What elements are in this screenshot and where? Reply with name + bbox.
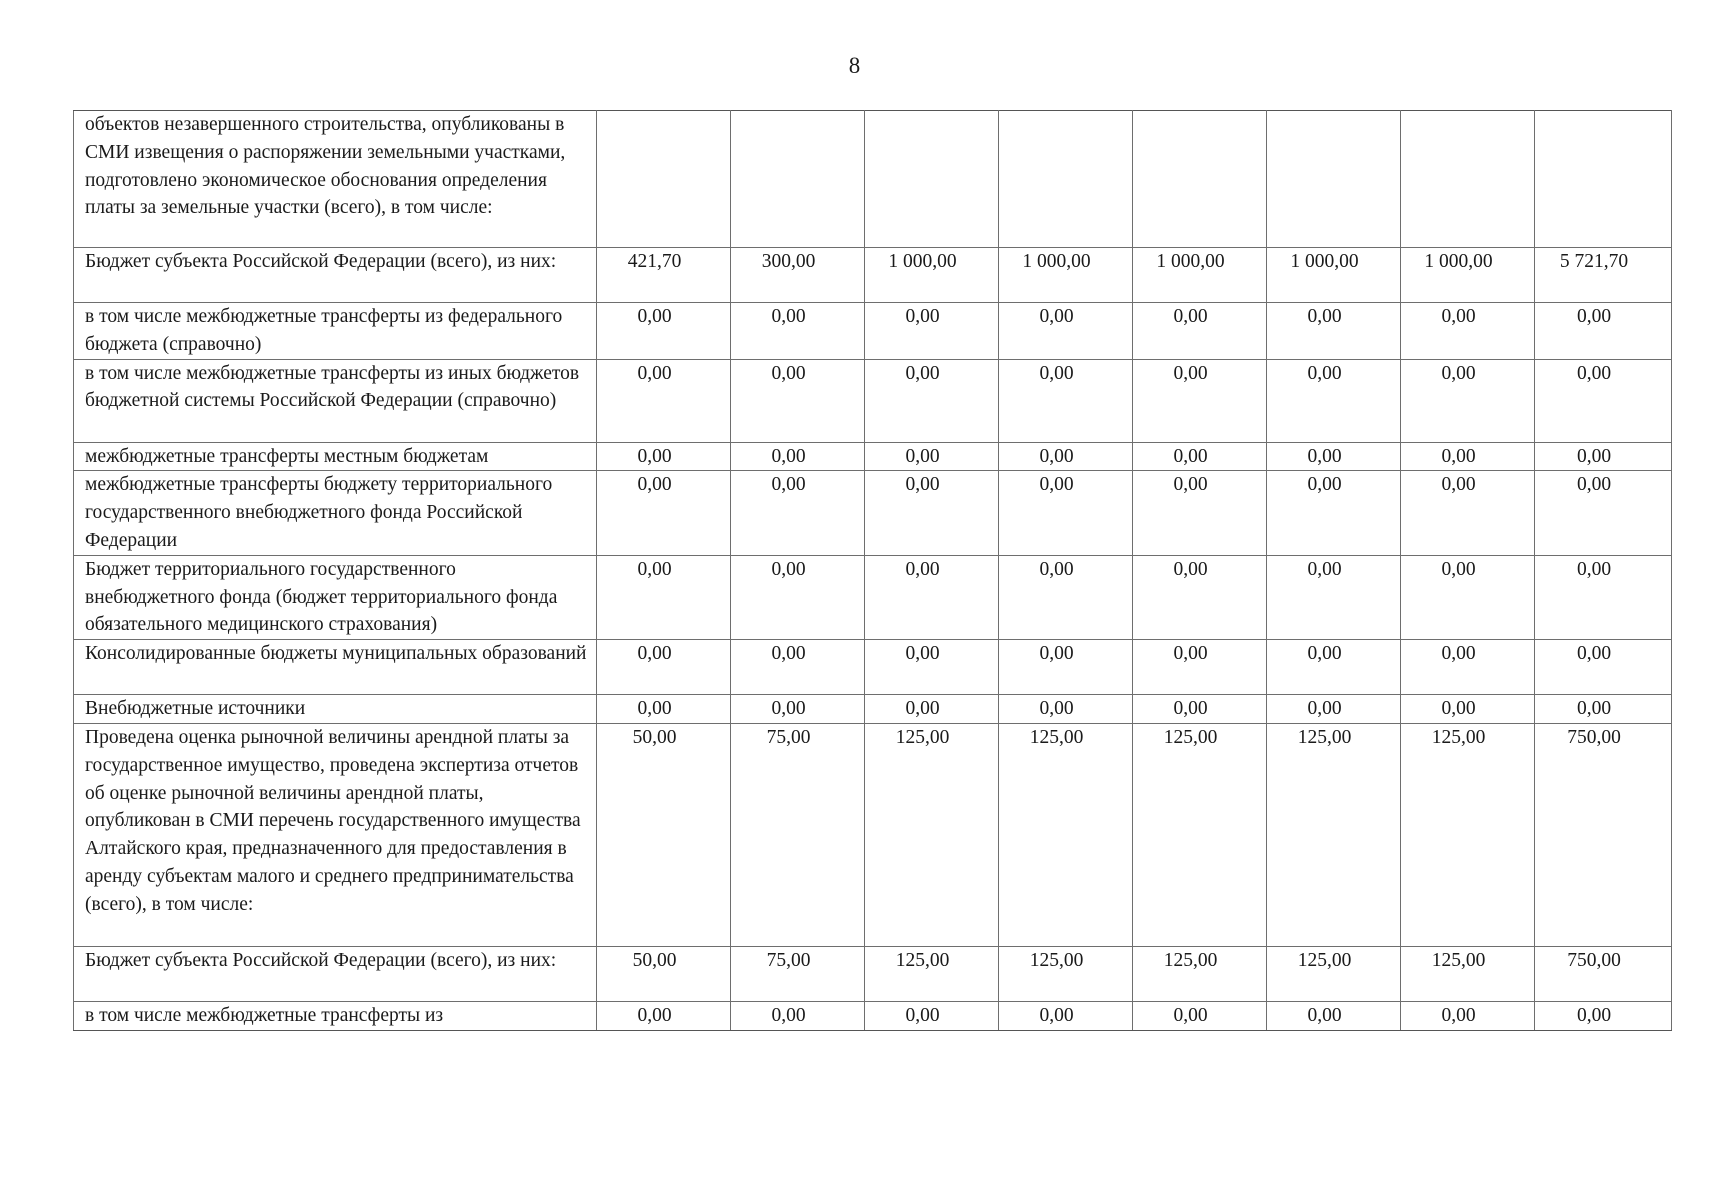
value-cell: 300,00	[731, 248, 865, 303]
value-cell: 0,00	[1401, 640, 1535, 695]
value-cell: 0,00	[597, 303, 731, 360]
value-cell: 421,70	[597, 248, 731, 303]
value-cell: 0,00	[731, 359, 865, 442]
value-cell: 0,00	[1267, 695, 1401, 724]
value-cell: 0,00	[1535, 303, 1672, 360]
value-cell: 5 721,70	[1535, 248, 1672, 303]
row-label: Внебюджетные источники	[74, 695, 597, 724]
value-cell: 0,00	[731, 695, 865, 724]
value-cell: 0,00	[1133, 442, 1267, 471]
value-cell: 125,00	[1401, 946, 1535, 1001]
value-cell: 0,00	[1535, 442, 1672, 471]
value-cell: 0,00	[1267, 640, 1401, 695]
value-cell: 125,00	[1267, 946, 1401, 1001]
value-cell: 0,00	[999, 303, 1133, 360]
value-cell: 0,00	[1133, 640, 1267, 695]
value-cell: 0,00	[1133, 695, 1267, 724]
value-cell: 75,00	[731, 946, 865, 1001]
value-cell: 125,00	[1267, 723, 1401, 946]
table-body	[74, 111, 1672, 1031]
value-cell: 0,00	[1267, 471, 1401, 555]
value-cell: 125,00	[1401, 723, 1535, 946]
value-cell: 0,00	[865, 695, 999, 724]
value-cell: 0,00	[865, 640, 999, 695]
value-cell: 0,00	[999, 442, 1133, 471]
value-cell: 125,00	[999, 946, 1133, 1001]
value-cell: 0,00	[1133, 1001, 1267, 1030]
value-cell: 0,00	[999, 695, 1133, 724]
value-cell	[597, 111, 731, 248]
value-cell: 0,00	[731, 442, 865, 471]
table-row	[74, 640, 1672, 695]
row-label: Проведена оценка рыночной величины арендной платы за государственное имущество, проведена экспертиза отчетов об оценке рыночной величины арендной платы, опубликован в СМИ перечень государственного имущества Алтайского края, предназначенного для предоставления в аренду субъектам малого и среднего предпринимательства (всего), в том числе:	[74, 723, 597, 946]
value-cell: 0,00	[1267, 555, 1401, 639]
table-row	[74, 1001, 1672, 1030]
row-label: Бюджет субъекта Российской Федерации (всего), из них:	[74, 946, 597, 1001]
value-cell	[999, 111, 1133, 248]
value-cell	[1401, 111, 1535, 248]
row-label: Консолидированные бюджеты муниципальных образований	[74, 640, 597, 695]
value-cell: 0,00	[1535, 640, 1672, 695]
table-row	[74, 946, 1672, 1001]
value-cell: 0,00	[1267, 303, 1401, 360]
value-cell: 0,00	[597, 442, 731, 471]
table-row	[74, 111, 1672, 248]
value-cell: 0,00	[865, 471, 999, 555]
value-cell: 0,00	[1401, 555, 1535, 639]
value-cell: 0,00	[1401, 442, 1535, 471]
value-cell: 75,00	[731, 723, 865, 946]
value-cell: 0,00	[865, 442, 999, 471]
value-cell: 0,00	[1535, 695, 1672, 724]
row-label: Бюджет территориального государственного внебюджетного фонда (бюджет территориального фонда обязательного медицинского страхования)	[74, 555, 597, 639]
value-cell: 0,00	[1535, 471, 1672, 555]
value-cell: 1 000,00	[865, 248, 999, 303]
value-cell: 50,00	[597, 946, 731, 1001]
value-cell: 0,00	[597, 471, 731, 555]
table-row	[74, 471, 1672, 555]
value-cell: 0,00	[1401, 695, 1535, 724]
budget-table	[73, 110, 1672, 1031]
value-cell: 0,00	[999, 640, 1133, 695]
row-label: в том числе межбюджетные трансферты из федерального бюджета (справочно)	[74, 303, 597, 360]
value-cell: 1 000,00	[1401, 248, 1535, 303]
value-cell: 0,00	[1535, 359, 1672, 442]
value-cell: 0,00	[1401, 1001, 1535, 1030]
value-cell: 0,00	[1133, 359, 1267, 442]
value-cell: 125,00	[999, 723, 1133, 946]
value-cell: 0,00	[597, 555, 731, 639]
value-cell: 0,00	[731, 1001, 865, 1030]
value-cell: 1 000,00	[999, 248, 1133, 303]
value-cell	[731, 111, 865, 248]
table-row	[74, 723, 1672, 946]
value-cell: 0,00	[1401, 303, 1535, 360]
value-cell: 0,00	[999, 471, 1133, 555]
value-cell: 0,00	[999, 555, 1133, 639]
value-cell: 0,00	[597, 695, 731, 724]
row-label: в том числе межбюджетные трансферты из	[74, 1001, 597, 1030]
value-cell: 750,00	[1535, 723, 1672, 946]
value-cell: 0,00	[1133, 471, 1267, 555]
value-cell: 0,00	[731, 555, 865, 639]
value-cell	[1267, 111, 1401, 248]
row-label: межбюджетные трансферты бюджету территориального государственного внебюджетного фонда Российской Федерации	[74, 471, 597, 555]
value-cell: 0,00	[999, 359, 1133, 442]
value-cell: 50,00	[597, 723, 731, 946]
table-row	[74, 695, 1672, 724]
table-row	[74, 303, 1672, 360]
value-cell: 0,00	[1535, 1001, 1672, 1030]
page-number: 8	[848, 53, 861, 78]
value-cell: 125,00	[1133, 723, 1267, 946]
value-cell	[1133, 111, 1267, 248]
value-cell: 125,00	[1133, 946, 1267, 1001]
table-row	[74, 359, 1672, 442]
value-cell: 0,00	[865, 1001, 999, 1030]
value-cell: 0,00	[1535, 555, 1672, 639]
table-row	[74, 442, 1672, 471]
value-cell: 0,00	[865, 555, 999, 639]
value-cell: 0,00	[731, 640, 865, 695]
value-cell: 0,00	[597, 1001, 731, 1030]
row-label: в том числе межбюджетные трансферты из иных бюджетов бюджетной системы Российской Федерации (справочно)	[74, 359, 597, 442]
value-cell: 0,00	[731, 471, 865, 555]
row-label: Бюджет субъекта Российской Федерации (всего), из них:	[74, 248, 597, 303]
value-cell: 0,00	[597, 640, 731, 695]
value-cell: 0,00	[731, 303, 865, 360]
value-cell: 0,00	[1133, 303, 1267, 360]
value-cell: 0,00	[1133, 555, 1267, 639]
value-cell: 125,00	[865, 946, 999, 1001]
value-cell: 1 000,00	[1267, 248, 1401, 303]
value-cell: 0,00	[1267, 1001, 1401, 1030]
value-cell: 0,00	[865, 303, 999, 360]
value-cell	[1535, 111, 1672, 248]
value-cell	[865, 111, 999, 248]
value-cell: 1 000,00	[1133, 248, 1267, 303]
value-cell: 0,00	[1401, 471, 1535, 555]
value-cell: 0,00	[1267, 442, 1401, 471]
value-cell: 0,00	[999, 1001, 1133, 1030]
value-cell: 125,00	[865, 723, 999, 946]
value-cell: 0,00	[1267, 359, 1401, 442]
value-cell: 0,00	[1401, 359, 1535, 442]
value-cell: 0,00	[597, 359, 731, 442]
table-row	[74, 555, 1672, 639]
table-row	[74, 248, 1672, 303]
row-label: объектов незавершенного строительства, опубликованы в СМИ извещения о распоряжении земельными участками, подготовлено экономическое обоснования определения платы за земельные участки (всего), в том числе:	[74, 111, 597, 248]
value-cell: 750,00	[1535, 946, 1672, 1001]
row-label: межбюджетные трансферты местным бюджетам	[74, 442, 597, 471]
value-cell: 0,00	[865, 359, 999, 442]
